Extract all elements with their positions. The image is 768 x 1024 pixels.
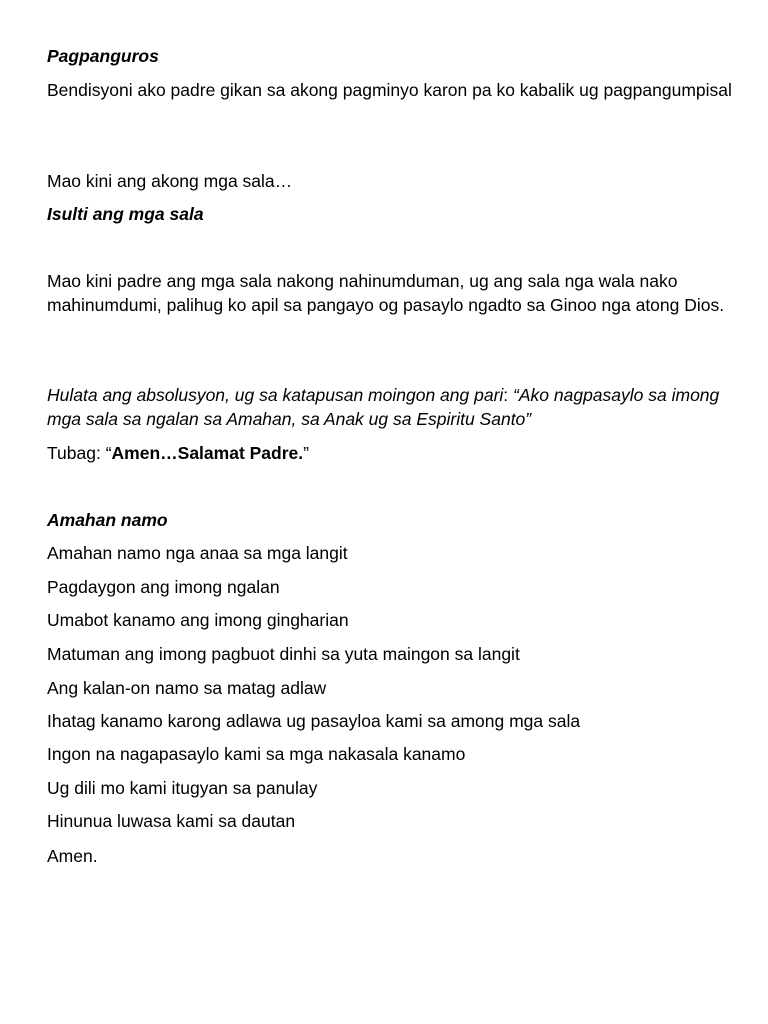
prayer-line: Ingon na nagapasaylo kami sa mga nakasala kanamo	[47, 744, 466, 764]
prayer-line: Hinunua luwasa kami sa dautan	[47, 811, 296, 831]
response-line	[47, 441, 737, 465]
opening-paragraph: Bendisyoni ako padre gikan sa akong pagminyo karon pa ko kabalik ug pagpangumpisal	[47, 80, 732, 100]
absolution-words: “Ako nagpasaylo sa imong mga sala sa ngalan sa Amahan, sa Anak ug sa Espiritu Santo”	[47, 385, 720, 429]
absolution-colon: :	[503, 385, 514, 405]
prayer-line: Umabot kanamo ang imong gingharian	[47, 610, 349, 630]
absolution-paragraph	[47, 383, 737, 431]
sins-instruction: Isulti ang mga sala	[47, 204, 204, 224]
response-label: Tubag: “	[47, 443, 112, 463]
prayer-line: Ihatag kanamo karong adlawa ug pasayloa kami sa among mga sala	[47, 711, 581, 731]
sins-intro: Mao kini ang akong mga sala…	[47, 171, 293, 191]
prayer-line: Matuman ang imong pagbuot dinhi sa yuta maingon sa langit	[47, 644, 520, 664]
prayer-amen: Amen.	[47, 846, 98, 866]
prayer-line: Pagdaygon ang imong ngalan	[47, 577, 280, 597]
response-close: ”	[303, 443, 309, 463]
prayer-heading: Amahan namo	[47, 510, 168, 530]
prayer-line: Ang kalan-on namo sa matag adlaw	[47, 678, 327, 698]
response-text: Amen…Salamat Padre.	[111, 443, 304, 463]
prayer-line: Amahan namo nga anaa sa mga langit	[47, 543, 348, 563]
prayer-line: Ug dili mo kami itugyan sa panulay	[47, 778, 318, 798]
confession-heading: Pagpanguros	[47, 46, 159, 66]
absolution-instruction: Hulata ang absolusyon, ug sa katapusan moingon ang pari	[47, 385, 504, 405]
closing-paragraph: Mao kini padre ang mga sala nakong nahinumduman, ug ang sala nga wala nako mahinumdumi, palihug ko apil sa pangayo og pasaylo ngadto sa Ginoo nga atong Dios.	[47, 271, 725, 315]
